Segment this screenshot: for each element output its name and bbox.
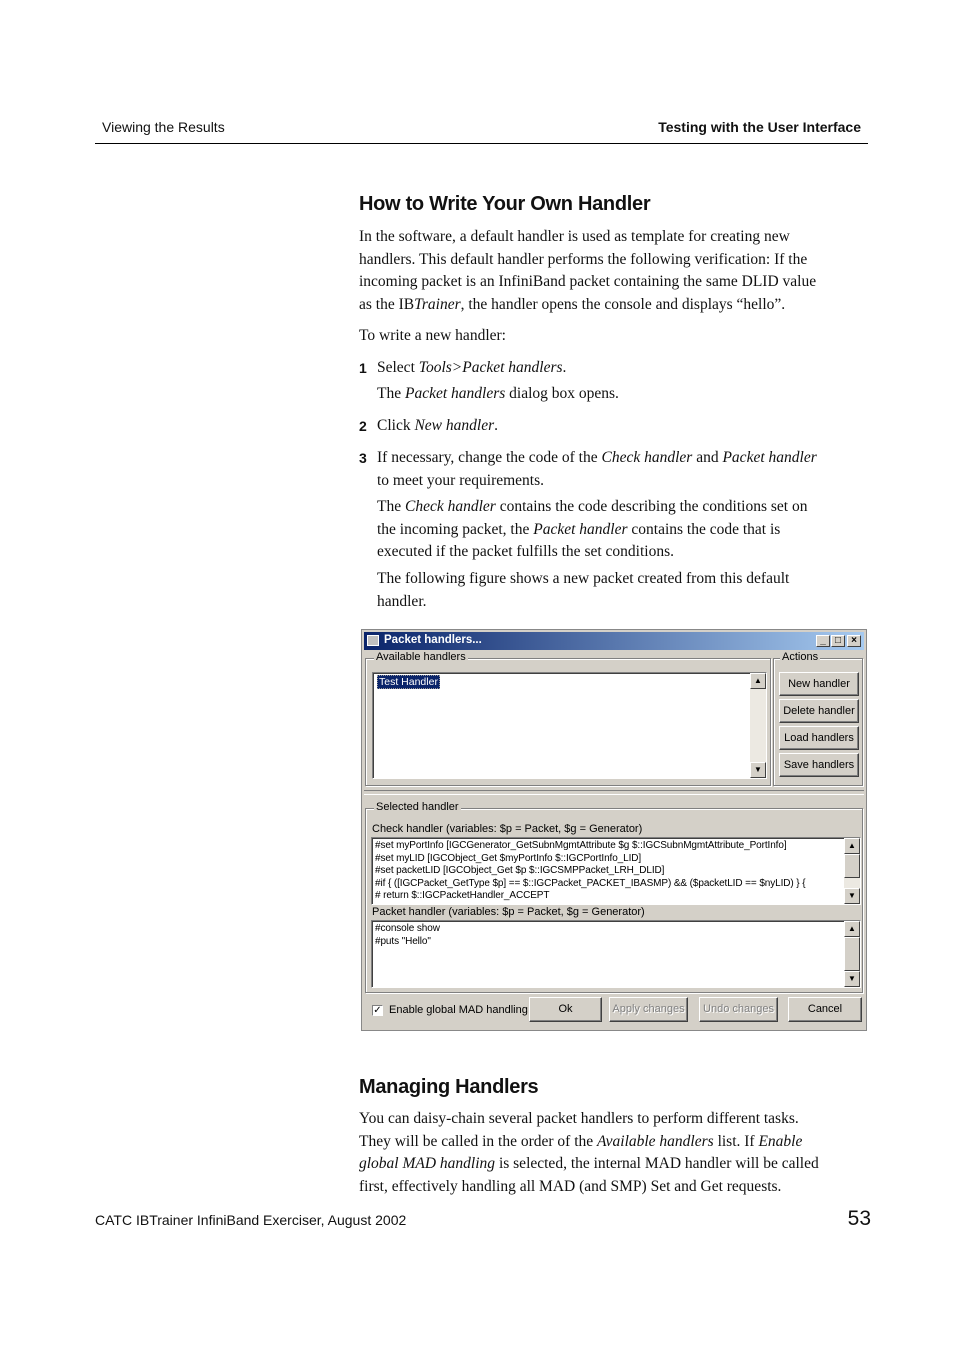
code-line: #puts "Hello" xyxy=(375,935,431,947)
step-2-text: Click New handler. xyxy=(377,417,498,434)
enable-mad-label: Enable global MAD handling xyxy=(389,1004,528,1016)
splitter-bar[interactable] xyxy=(364,790,864,795)
code-line: #console show xyxy=(375,923,440,934)
figure-intro: The following figure shows a new packet created from this default handler. xyxy=(377,570,790,610)
scroll-thumb[interactable] xyxy=(844,854,860,878)
code-line: #set myLID [IGCObject_Get $myPortInfo $::IGCPortInfo_LID] xyxy=(375,852,642,864)
packet-handler-editor[interactable] xyxy=(371,920,861,988)
scroll-down-icon[interactable]: ▼ xyxy=(750,762,766,778)
scroll-up-icon[interactable]: ▲ xyxy=(844,838,860,854)
step-2-number: 2 xyxy=(359,418,367,434)
packet-handler-label: Packet handler (variables: $p = Packet, $g = Generator) xyxy=(372,906,645,918)
step-3-explanation: The Check handler contains the code describing the conditions set on the incoming packet, the Packet handler contains the code that is executed if the packet fulfills the set conditions. xyxy=(377,498,808,560)
scroll-thumb[interactable] xyxy=(844,937,860,971)
scroll-up-icon[interactable]: ▲ xyxy=(844,921,860,937)
selected-handler-group xyxy=(365,801,863,993)
check-handler-editor[interactable] xyxy=(371,837,861,905)
available-handlers-group xyxy=(365,651,771,786)
packet-editor-scrollbar[interactable] xyxy=(844,921,860,987)
save-handlers-button[interactable]: Save handlers xyxy=(779,753,859,777)
list-item-test-handler[interactable]: Test Handler xyxy=(379,676,438,688)
check-editor-scrollbar[interactable] xyxy=(844,838,860,904)
step-1-number: 1 xyxy=(359,360,367,376)
running-header-right: Testing with the User Interface xyxy=(658,119,861,135)
dialog-titlebar[interactable] xyxy=(364,632,864,650)
lead-text: To write a new handler: xyxy=(359,327,506,344)
selected-handler-label: Selected handler xyxy=(376,801,459,813)
scroll-down-icon[interactable]: ▼ xyxy=(844,971,860,987)
code-line: #set myPortInfo [IGCGenerator_GetSubnMgmtAttribute $g $::IGCSubnMgmtAttribute_PortInfo] xyxy=(375,840,787,851)
packet-handlers-dialog xyxy=(361,629,867,1031)
step-3-number: 3 xyxy=(359,450,367,466)
apply-changes-button[interactable]: Apply changes xyxy=(609,997,688,1022)
intro-line-3: incoming packet is an InfiniBand packet containing the same DLID value xyxy=(359,273,817,290)
close-icon[interactable]: × xyxy=(847,635,861,647)
available-handlers-list[interactable] xyxy=(372,672,767,779)
available-handlers-label: Available handlers xyxy=(376,651,466,663)
header-rule xyxy=(95,143,868,144)
code-line: #set packetLID [IGCObject_Get $p $::IGCSMPPacket_LRH_DLID] xyxy=(375,865,665,876)
actions-label: Actions xyxy=(782,651,819,663)
intro-line-2: handlers. This default handler performs the following verification: If the xyxy=(359,250,808,268)
code-line: #if { ([IGCPacket_GetType $p] == $::IGCPacket_PACKET_IBASMP) && ($packetLID == $nyLID) } { xyxy=(375,877,806,889)
scroll-down-icon[interactable]: ▼ xyxy=(844,888,860,904)
cancel-button[interactable]: Cancel xyxy=(788,997,862,1022)
scroll-up-icon[interactable]: ▲ xyxy=(750,673,766,689)
undo-changes-button[interactable]: Undo changes xyxy=(699,997,778,1022)
available-list-scrollbar[interactable] xyxy=(750,673,766,778)
load-handlers-button[interactable]: Load handlers xyxy=(779,726,859,750)
minimize-icon[interactable]: _ xyxy=(816,635,830,647)
intro-line-1: In the software, a default handler is used as template for creating new xyxy=(359,228,790,245)
section-title-managing-handlers: Managing Handlers xyxy=(359,1076,539,1098)
intro-paragraph xyxy=(359,226,869,316)
app-icon xyxy=(367,635,379,646)
actions-group xyxy=(773,651,863,786)
delete-handler-button[interactable]: Delete handler xyxy=(779,699,859,723)
ok-button[interactable]: Ok xyxy=(529,997,602,1022)
page-number: 53 xyxy=(847,1207,871,1230)
step-1-note: The Packet handlers dialog box opens. xyxy=(377,385,619,402)
step-3-text: If necessary, change the code of the Check handler and Packet handler to meet your requirements. xyxy=(377,449,817,489)
running-header-left: Viewing the Results xyxy=(102,119,225,135)
section-title-write-handler: How to Write Your Own Handler xyxy=(359,193,651,215)
check-handler-label: Check handler (variables: $p = Packet, $g = Generator) xyxy=(372,823,643,835)
maximize-icon[interactable]: □ xyxy=(831,635,845,647)
new-handler-button[interactable]: New handler xyxy=(779,672,859,696)
intro-line-4: as the IBTrainer, the handler opens the console and displays “hello”. xyxy=(359,295,786,313)
code-line: # return $::IGCPacketHandler_ACCEPT xyxy=(375,890,550,901)
footer-text: CATC IBTrainer InfiniBand Exerciser, August 2002 xyxy=(95,1212,407,1228)
dialog-title: Packet handlers... xyxy=(384,634,482,646)
step-1-text: Select Tools>Packet handlers. xyxy=(377,359,567,376)
managing-paragraph: You can daisy-chain several packet handlers to perform different tasks. They will be called in the order of the Available handlers list. If Enable global MAD handling is selected, the internal MAD handler will be called first, effectively handling all MAD (and SMP) Set and Get requests. xyxy=(359,1110,819,1195)
enable-mad-checkbox[interactable]: ✓ xyxy=(373,1005,382,1016)
